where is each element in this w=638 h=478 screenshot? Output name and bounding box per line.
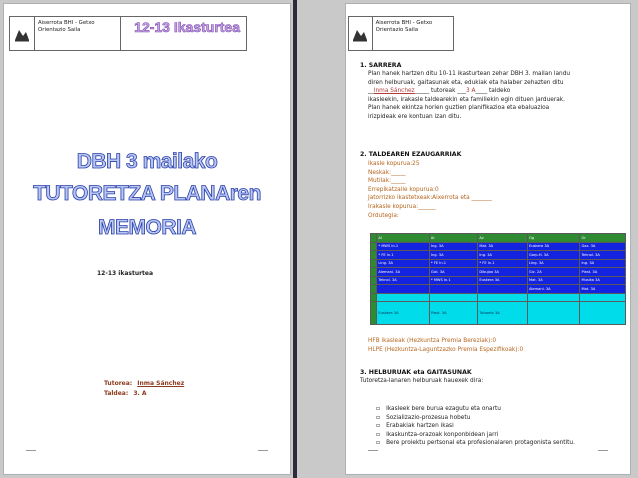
page-header bbox=[9, 16, 247, 51]
timetable-cell: Musika 3A bbox=[580, 276, 626, 285]
timetable-cell: Mat. 3A bbox=[527, 276, 580, 285]
goal-item: ▫ Sozializazio-prozesua hobetu bbox=[376, 414, 575, 423]
timetable-cell bbox=[527, 293, 580, 302]
org-name: Aiserrota BHI - Getxo Orientazio Saila bbox=[35, 17, 121, 50]
timetable-cell: Plast. 3A bbox=[429, 302, 477, 325]
cover-title-line2: TUTORETZA PLANAren bbox=[33, 182, 261, 205]
timetable-row bbox=[371, 259, 626, 268]
tutor-line: Tutorea: Inma Sánchez bbox=[104, 380, 185, 387]
section-2-heading: 2. TALDEAREN EZAUGARRIAK bbox=[360, 151, 462, 158]
goals-list bbox=[376, 405, 575, 448]
timetable-row bbox=[371, 285, 626, 294]
cover-title-line1: DBH 3 mailako bbox=[76, 150, 218, 173]
section-1-text: Plan hanek hartzen ditu 10-11 ikasturtean zehar DBH 3. mailan landu diren helburuak, gaitasunak eta, edukiak eta halaber zehazten ditu __Inma Sánchez_____ tutoreak ___3 A____ taldeko ikasleekin, irakasle taldearekin eta familiekin egin dituen jarduerak. Plan hanek ekintza horien guztien planifikazioa eta ebaluazioa irizpideak ere kontuan izan ditu. bbox=[368, 71, 571, 120]
timetable-cell: Ing. 3A bbox=[429, 251, 477, 260]
timetable-cell: Gaz. 3A bbox=[580, 242, 626, 251]
section-2-text: Ikasle kopurua:25 Neskak:_____ Mutilak:_____ Errepikatzaile kopurua:0 Jatorrizko ikastetxeak:Aixerrota eta _______ Irakasle kopurua:______ Ordutegia: bbox=[368, 161, 492, 219]
document-page-1 bbox=[4, 4, 290, 474]
section-3-heading: 3. HELBURUAK eta GAITASUNAK bbox=[360, 369, 472, 376]
goal-item: ▫ Ikaskuntza-orazoak konponbidean jarri bbox=[376, 431, 575, 440]
timetable-cell: * FE In.1 bbox=[377, 251, 430, 260]
page-gutter bbox=[293, 0, 297, 478]
crop-mark bbox=[368, 450, 378, 461]
timetable-cell: Dibujoa 3A bbox=[478, 268, 528, 277]
crop-mark bbox=[598, 450, 608, 461]
timetable bbox=[370, 233, 626, 325]
timetable-cell: Gorp.H. 3A bbox=[527, 251, 580, 260]
timetable-cell: Giz. 2A bbox=[527, 268, 580, 277]
timetable-cell: Euskera 3A bbox=[478, 276, 528, 285]
timetable-day-header: Ar bbox=[429, 234, 477, 243]
timetable-cell bbox=[478, 293, 528, 302]
timetable-cell: * FE In.1 bbox=[478, 259, 528, 268]
timetable-row bbox=[371, 276, 626, 285]
timetable-row bbox=[371, 293, 626, 302]
timetable-cell: Mat. 3A bbox=[478, 242, 528, 251]
timetable-cell: * MWS In.1 bbox=[377, 242, 430, 251]
timetable-cell: Euskera 3A bbox=[377, 302, 430, 325]
timetable-day-header: Az bbox=[478, 234, 528, 243]
timetable-cell: Ing. 3A bbox=[580, 259, 626, 268]
timetable-cell: Teknol. 3A bbox=[580, 251, 626, 260]
timetable-cell bbox=[580, 293, 626, 302]
timetable-cell: Ing. 3A bbox=[429, 242, 477, 251]
group-line: Taldea: 3. A bbox=[104, 390, 147, 397]
timetable-cell bbox=[377, 285, 430, 294]
timetable-cell: Tutoretz 3A bbox=[478, 302, 528, 325]
goal-item: ▫ Ikasleek bere burua ezagutu eta onartu bbox=[376, 405, 575, 414]
document-page-2 bbox=[346, 4, 630, 474]
timetable-cell: Gizi. 3A bbox=[429, 268, 477, 277]
section-3-intro: Tutoretza-lanaren helburuak hauexek dira: bbox=[360, 378, 484, 384]
timetable-cell bbox=[478, 285, 528, 294]
timetable-cell bbox=[580, 302, 626, 325]
crop-mark bbox=[26, 450, 36, 461]
org-name: Aiserrota BHI - Getxo Orientazio Saila bbox=[375, 20, 433, 33]
cover-title-line3: MEMORIA bbox=[98, 216, 196, 239]
timetable-row bbox=[371, 268, 626, 277]
timetable-cell bbox=[429, 285, 477, 294]
special-needs-text: HFB ikasleak (Hezkuntza Premia Bereziak):0 HLPE (Hezkuntza-Laguntzazko Premia Espezifikoak):0 bbox=[368, 338, 524, 353]
tutor-name: Inma Sánchez bbox=[137, 380, 185, 387]
timetable-cell: Ling. 3A bbox=[377, 259, 430, 268]
goal-item: ▫ Bere proiektu pertsonal eta profesionalaren protagonista sentitu. bbox=[376, 439, 575, 448]
timetable-cell: Ing. 3A bbox=[478, 251, 528, 260]
cover-school-year: 12-13 ikasturtea bbox=[97, 270, 154, 277]
timetable-row bbox=[371, 251, 626, 260]
timetable-cell: Ling. 3A bbox=[527, 259, 580, 268]
page-header bbox=[348, 16, 454, 51]
section-1-heading: 1. SARRERA bbox=[360, 62, 402, 69]
timetable-cell: Alemani. 3A bbox=[527, 285, 580, 294]
timetable-cell bbox=[377, 293, 430, 302]
crop-mark bbox=[258, 450, 268, 461]
timetable-row bbox=[371, 242, 626, 251]
timetable-cell: Plast. 3A bbox=[580, 268, 626, 277]
school-logo-icon bbox=[10, 17, 35, 50]
timetable-cell: Teknol. 3A bbox=[377, 276, 430, 285]
timetable-day-header: Al bbox=[377, 234, 430, 243]
timetable-row bbox=[371, 302, 626, 325]
timetable-cell: * FE In.1 bbox=[429, 259, 477, 268]
timetable-cell: Alemani. 3A bbox=[377, 268, 430, 277]
school-logo-icon bbox=[349, 17, 373, 50]
timetable-day-header: Or bbox=[580, 234, 626, 243]
timetable-cell: Mat. 3A bbox=[580, 285, 626, 294]
timetable-cell bbox=[527, 302, 580, 325]
goal-item: ▫ Erabakiak hartzen ikasi bbox=[376, 422, 575, 431]
school-year-title: 12-13 Ikasturtea bbox=[134, 19, 240, 35]
timetable-cell bbox=[429, 293, 477, 302]
timetable-day-header: Og bbox=[527, 234, 580, 243]
timetable-cell: * MWS In.1 bbox=[429, 276, 477, 285]
group-value: 3. A bbox=[133, 390, 147, 397]
timetable-cell: Euskera 3A bbox=[527, 242, 580, 251]
